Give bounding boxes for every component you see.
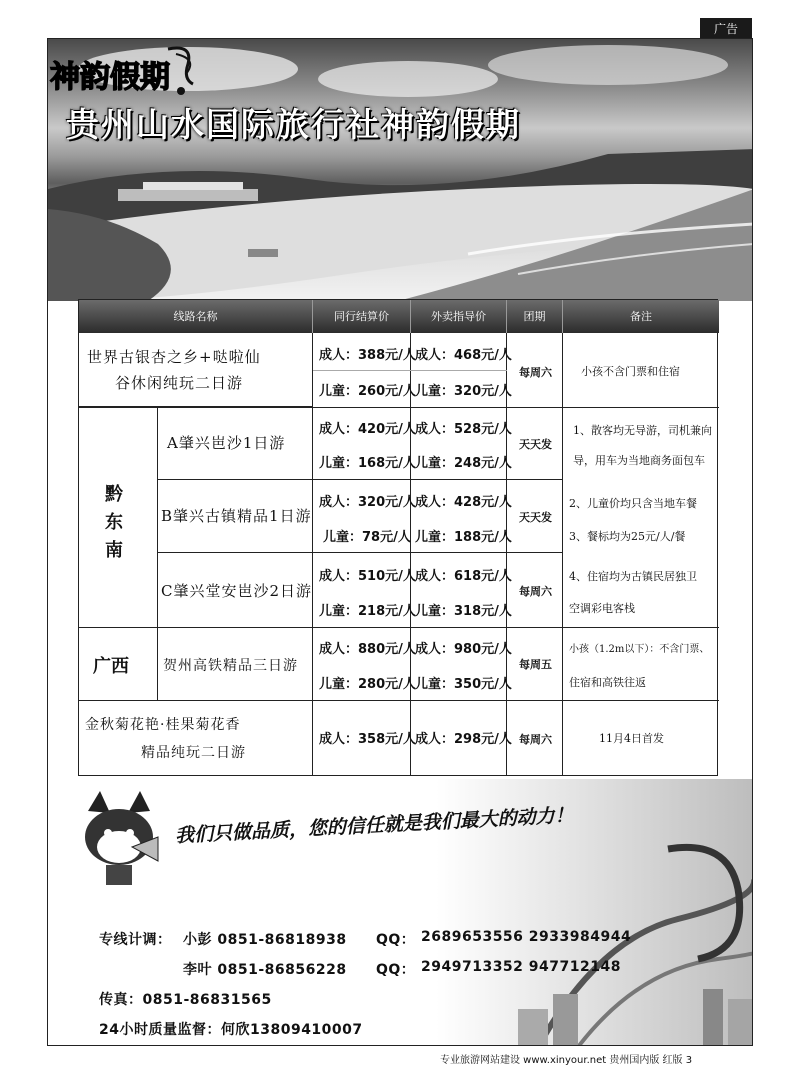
route-name: 世界古银杏之乡+哒啦仙 — [87, 348, 261, 366]
retail-adult-price: 成人：618元/人 — [415, 569, 512, 584]
peer-child-price: 儿童：280元/人 — [319, 677, 416, 692]
route-name: 精品纯玩二日游 — [141, 745, 246, 761]
route-name: 谷休闲纯玩二日游 — [115, 374, 244, 392]
qdn-note: 4、住宿均为古镇民居独卫 — [569, 570, 697, 583]
peer-adult-price: 成人：880元/人 — [319, 642, 416, 657]
fox-mascot-icon — [70, 789, 170, 889]
tour-period: 每周五 — [519, 658, 552, 671]
tour-period: 天天发 — [519, 438, 552, 451]
qq-numbers: 2689653556 2933984944 — [421, 929, 632, 945]
route-name: B肇兴古镇精品1日游 — [161, 507, 312, 525]
peer-child-price: 儿童：168元/人 — [319, 456, 416, 471]
col-divider — [312, 333, 313, 776]
contact-phone: 李叶 0851-86856228 — [183, 962, 347, 978]
retail-adult-price: 成人：528元/人 — [415, 422, 512, 437]
peer-adult-price: 成人：388元/人 — [319, 348, 416, 363]
row1-route-cell — [79, 333, 313, 407]
col-divider — [506, 333, 507, 776]
tour-period: 每周六 — [519, 585, 552, 598]
col-divider — [562, 333, 563, 776]
logo-text: 神韵假期 — [50, 60, 170, 95]
ad-frame — [47, 38, 753, 1046]
ad-label: 广告 — [700, 18, 752, 40]
route-name: C肇兴堂安岜沙2日游 — [161, 582, 313, 600]
qdn-note: 空调彩电客栈 — [569, 602, 635, 615]
slogan: 我们只做品质，您的信任就是我们最大的动力！ — [174, 804, 575, 847]
qq-label: QQ： — [376, 962, 416, 978]
tour-period: 每周六 — [519, 733, 552, 746]
header-period: 团期 — [507, 300, 563, 333]
qq-label: QQ： — [376, 932, 416, 948]
peer-child-price: 儿童：260元/人 — [319, 384, 416, 399]
page-footer: 专业旅游网站建设 www.xinyour.net 贵州国内版 红版 3 — [440, 1055, 693, 1066]
region-guangxi: 广西 — [93, 656, 129, 677]
contact-phone: 小彭 0851-86818938 — [183, 932, 347, 948]
tour-note: 小孩（1.2m以下）：不含门票、 — [569, 644, 710, 655]
tour-price-table — [78, 299, 718, 776]
row-divider — [157, 552, 563, 553]
retail-adult-price: 成人：468元/人 — [415, 348, 512, 363]
row-divider — [157, 479, 563, 480]
row-divider — [79, 407, 719, 408]
header-route: 线路名称 — [79, 300, 313, 333]
tour-note: 11月4日首发 — [599, 732, 664, 745]
retail-child-price: 儿童：350元/人 — [415, 677, 512, 692]
retail-child-price: 儿童：318元/人 — [415, 604, 512, 619]
retail-child-price: 儿童：248元/人 — [415, 456, 512, 471]
route-name: 金秋菊花艳·桂果菊花香 — [85, 717, 241, 733]
peer-adult-price: 成人：510元/人 — [319, 569, 416, 584]
tour-note: 住宿和高铁往返 — [569, 676, 646, 689]
header-retail-price: 外卖指导价 — [411, 300, 507, 333]
hero-photo — [48, 39, 753, 301]
fax-number: 传真：0851-86831565 — [99, 992, 272, 1008]
peer-child-price: 儿童：78元/人 — [323, 530, 411, 545]
tour-period: 天天发 — [519, 511, 552, 524]
qdn-note: 3、餐标均为25元/人/餐 — [569, 530, 686, 543]
row-divider — [79, 700, 719, 701]
line-coordinator-label: 专线计调： — [99, 932, 172, 948]
retail-child-price: 儿童：188元/人 — [415, 530, 512, 545]
region-qiandongnan: 南 — [105, 540, 123, 561]
row-subdivider — [313, 370, 507, 371]
col-divider — [157, 407, 158, 627]
region-qiandongnan: 黔 — [105, 484, 123, 505]
qq-numbers: 2949713352 947712148 — [421, 959, 621, 975]
peer-adult-price: 成人：358元/人 — [319, 732, 416, 747]
retail-adult-price: 成人：980元/人 — [415, 642, 512, 657]
header-peer-price: 同行结算价 — [313, 300, 411, 333]
route-name: 贺州高铁精品三日游 — [163, 658, 298, 674]
route-name: A肇兴岜沙1日游 — [167, 434, 286, 452]
contact-section — [48, 779, 753, 1046]
tour-note: 小孩不含门票和住宿 — [581, 365, 680, 378]
tour-period: 每周六 — [519, 366, 552, 379]
retail-adult-price: 成人：428元/人 — [415, 495, 512, 510]
retail-child-price: 儿童：320元/人 — [415, 384, 512, 399]
quality-supervision: 24小时质量监督：何欣13809410007 — [99, 1022, 363, 1038]
peer-adult-price: 成人：320元/人 — [319, 495, 416, 510]
qdn-note: 1、散客均无导游，司机兼向 — [573, 424, 712, 437]
agency-title: 贵州山水国际旅行社神韵假期 — [66, 105, 521, 144]
qdn-note: 导，用车为当地商务面包车 — [573, 454, 705, 467]
qdn-note: 2、儿童价均只含当地车餐 — [569, 497, 697, 510]
peer-adult-price: 成人：420元/人 — [319, 422, 416, 437]
header-note: 备注 — [563, 300, 719, 333]
shenyun-logo — [48, 39, 198, 109]
region-qiandongnan: 东 — [105, 512, 123, 533]
retail-adult-price: 成人：298元/人 — [415, 732, 512, 747]
row-divider — [79, 627, 719, 628]
peer-child-price: 儿童：218元/人 — [319, 604, 416, 619]
col-divider — [157, 627, 158, 700]
col-divider — [410, 333, 411, 776]
